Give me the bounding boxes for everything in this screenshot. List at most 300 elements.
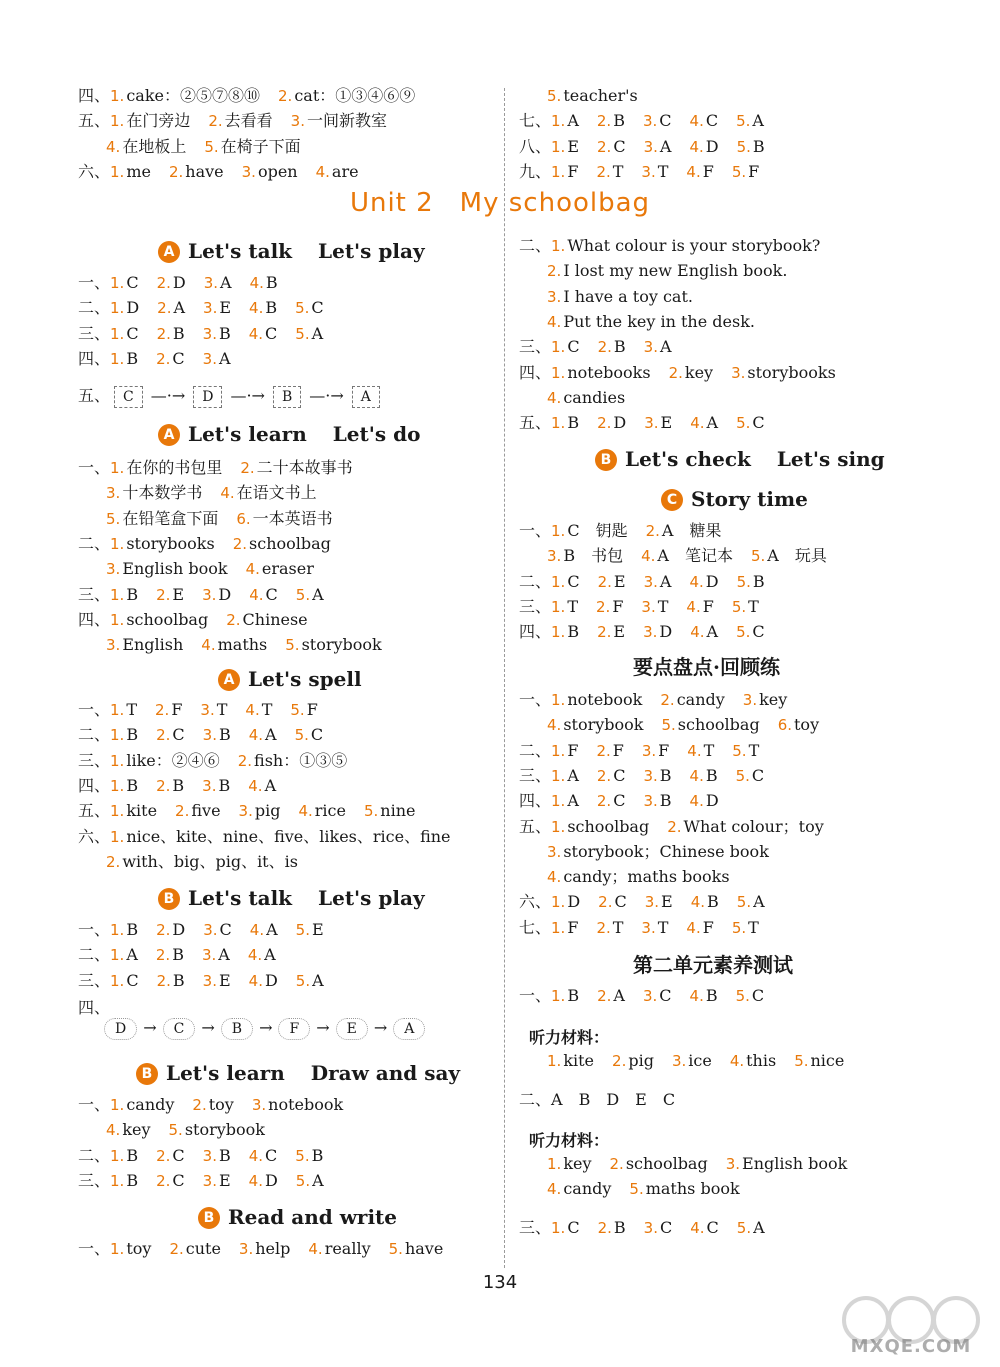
- item-value: A 笔记本: [657, 546, 733, 566]
- item-number: 3.: [547, 547, 562, 566]
- answer-item: [551, 791, 579, 810]
- answer-line: [519, 815, 842, 839]
- item-number: 4.: [689, 137, 704, 156]
- item-number: 5.: [295, 921, 310, 939]
- answer-line: [78, 322, 341, 346]
- question-label: 三、: [78, 1170, 111, 1190]
- answer-item: [641, 918, 668, 937]
- item-number: 4.: [729, 1052, 745, 1070]
- answer-line: [519, 135, 783, 159]
- answer-item: [551, 690, 642, 709]
- item-number: 5.: [106, 509, 121, 528]
- item-number: 3.: [202, 1146, 217, 1165]
- answer-item: [204, 137, 300, 156]
- item-value: B: [126, 1170, 139, 1190]
- section-a-spell-heading: [218, 664, 362, 694]
- item-number: 5.: [285, 636, 300, 655]
- answer-item: [238, 751, 348, 770]
- answer-item: [106, 1120, 151, 1139]
- item-value: B: [613, 1218, 626, 1237]
- item-value: ice: [688, 1051, 712, 1070]
- item-number: 3.: [106, 636, 121, 655]
- item-value: A: [220, 273, 232, 292]
- answer-item: [551, 521, 628, 540]
- answer-line: [78, 799, 434, 823]
- answer-item: [249, 1146, 278, 1165]
- item-value: F: [567, 740, 579, 760]
- answer-line: [78, 271, 296, 295]
- answer-item: [220, 483, 316, 502]
- answer-item: [551, 766, 579, 785]
- item-number: 4.: [689, 792, 704, 811]
- answer-item: [551, 918, 578, 937]
- item-value: C: [751, 986, 765, 1005]
- item-number: 5.: [295, 1171, 311, 1190]
- answer-item: [643, 791, 671, 810]
- answer-box: D: [193, 386, 222, 408]
- answer-item: [200, 700, 227, 719]
- item-number: 3.: [202, 585, 217, 604]
- answer-line: [78, 583, 342, 607]
- question-label: 八、: [519, 136, 552, 156]
- answer-item: [612, 1051, 654, 1070]
- item-value: C: [752, 413, 765, 433]
- question-label: 二、: [519, 740, 552, 760]
- item-number: 5.: [736, 137, 751, 156]
- answer-item: [690, 986, 718, 1005]
- answer-item: [610, 1154, 708, 1173]
- answer-item: [736, 111, 764, 130]
- item-value: 在铅笔盒下面: [122, 508, 219, 528]
- item-value: B: [218, 1145, 231, 1165]
- item-number: 2.: [596, 918, 611, 937]
- item-value: F: [748, 161, 760, 181]
- item-value: open: [257, 161, 298, 181]
- item-value: storybooks: [747, 362, 836, 382]
- answer-item: [169, 162, 224, 181]
- answer-item: [547, 287, 693, 306]
- item-number: 1.: [110, 701, 125, 719]
- answer-line: [519, 713, 837, 737]
- answer-item: [110, 751, 220, 770]
- answer-item: [157, 971, 185, 990]
- item-number: 5.: [794, 1052, 809, 1070]
- item-value: B: [126, 725, 139, 745]
- answer-item: [551, 597, 578, 616]
- answer-item: [203, 971, 231, 990]
- item-number: 2.: [660, 691, 675, 709]
- item-number: 5.: [732, 741, 747, 760]
- answer-line: [78, 1118, 283, 1142]
- answer-item: [248, 945, 276, 964]
- item-value: E: [567, 136, 580, 156]
- question-label: 一、: [519, 986, 552, 1005]
- section-c-story-heading: [661, 484, 808, 514]
- answer-item: [547, 388, 625, 407]
- question-label: 二、: [519, 236, 552, 255]
- question-label: 四、: [78, 609, 111, 629]
- item-value: Put the key in the desk.: [563, 311, 755, 331]
- answer-line: [519, 386, 643, 410]
- item-number: 4.: [248, 726, 264, 745]
- item-number: 2.: [156, 971, 171, 990]
- answer-line: [78, 160, 377, 184]
- answer-item: [551, 817, 649, 836]
- item-number: 2.: [168, 162, 184, 181]
- item-value: pig: [254, 801, 281, 821]
- item-number: 1.: [110, 1146, 125, 1165]
- answer-item: [291, 111, 387, 130]
- answer-line: [78, 969, 342, 993]
- answer-line: [519, 984, 782, 1008]
- answer-item: [737, 572, 765, 591]
- item-number: 1.: [110, 112, 125, 131]
- item-value: T: [612, 161, 624, 181]
- answer-item: [736, 413, 765, 432]
- item-value: F: [702, 161, 714, 181]
- answer-item: [249, 725, 277, 744]
- item-number: 1.: [110, 610, 125, 629]
- item-value: this: [746, 1051, 777, 1070]
- item-number: 4.: [249, 921, 265, 939]
- answer-item: [732, 597, 759, 616]
- answer-item: [192, 1095, 233, 1114]
- answer-item: [597, 986, 625, 1005]
- item-number: 1.: [110, 921, 125, 939]
- answer-item: [643, 111, 672, 130]
- answer-line: [519, 84, 656, 108]
- item-number: 2.: [156, 274, 171, 292]
- item-number: 3.: [238, 802, 253, 821]
- answer-item: [547, 1154, 592, 1173]
- item-number: 4.: [249, 299, 264, 318]
- item-value: B: [752, 571, 765, 591]
- item-value: storybook: [301, 635, 382, 655]
- item-number: 3.: [203, 299, 218, 318]
- item-value: D: [264, 1170, 278, 1190]
- item-value: C: [705, 111, 719, 131]
- item-value: A: [264, 775, 277, 795]
- item-number: 5.: [294, 726, 309, 745]
- answer-item: [110, 111, 190, 130]
- answer-item: [110, 700, 137, 719]
- answer-item: [296, 1171, 324, 1190]
- answer-item: [690, 622, 718, 641]
- answer-line: [78, 1093, 361, 1117]
- answer-item: [660, 690, 724, 709]
- answer-item: [203, 349, 231, 368]
- answer-item: [646, 521, 722, 540]
- item-number: 2.: [596, 112, 612, 131]
- item-number: 2.: [169, 1240, 184, 1258]
- answer-item: [156, 1171, 185, 1190]
- answer-item: [110, 324, 139, 343]
- item-value: A: [706, 622, 719, 642]
- item-value: fish：①③⑤: [254, 750, 348, 770]
- answer-oval: F: [278, 1018, 310, 1040]
- question-label: 五、: [519, 413, 552, 433]
- answer-line: [519, 1177, 758, 1201]
- item-value: F: [567, 161, 579, 181]
- item-value: T: [703, 740, 715, 760]
- answer-item: [686, 162, 713, 181]
- item-value: help: [255, 1239, 291, 1258]
- item-number: 2.: [597, 572, 612, 591]
- answer-item: [551, 137, 579, 156]
- item-value: 十本数学书: [122, 483, 203, 503]
- item-value: C: [613, 765, 626, 785]
- answer-item: [736, 766, 765, 785]
- question-label: 三、: [519, 596, 552, 616]
- answer-line: [78, 456, 371, 480]
- answer-item: [110, 86, 260, 105]
- answer-item: [596, 597, 623, 616]
- answer-item: [110, 273, 139, 292]
- item-value: B 书包: [563, 546, 624, 566]
- answer-item: [547, 312, 755, 331]
- answer-item: [296, 920, 324, 939]
- item-value: five: [191, 801, 221, 821]
- answer-line: [519, 789, 737, 813]
- answer-item: [731, 363, 836, 382]
- item-number: 3.: [641, 597, 656, 616]
- answer-item: [156, 349, 185, 368]
- section-title: Let's spell: [248, 667, 362, 691]
- item-number: 2.: [596, 597, 611, 616]
- item-value: A: [706, 413, 719, 433]
- answer-item: [551, 236, 820, 255]
- item-value: D: [613, 413, 627, 433]
- item-value: C: [172, 725, 185, 745]
- arrow-icon: —·→: [309, 386, 344, 405]
- item-number: 3.: [201, 946, 217, 965]
- answer-item: [690, 111, 719, 130]
- item-value: are: [331, 161, 359, 181]
- question-label: 一、: [78, 1095, 111, 1114]
- question-label: 四、: [78, 86, 111, 105]
- question-label: 四、: [78, 348, 111, 368]
- item-value: notebook: [268, 1095, 344, 1114]
- matching-sequence: [78, 384, 384, 408]
- item-number: 5.: [295, 971, 311, 990]
- answer-item: [641, 546, 733, 565]
- item-number: 1.: [110, 585, 125, 604]
- section-subtitle: Let's play: [318, 886, 425, 910]
- item-number: 3.: [547, 842, 562, 861]
- item-number: 1.: [551, 918, 566, 937]
- answer-item: [295, 725, 324, 744]
- item-value: kite: [126, 801, 158, 821]
- item-number: 2.: [597, 414, 612, 433]
- answer-item: [643, 766, 671, 785]
- item-value: C: [614, 892, 627, 912]
- section-b-learn-heading: [136, 1058, 460, 1088]
- item-number: 4.: [689, 766, 704, 785]
- answer-item: [239, 1239, 290, 1258]
- item-value: storybooks: [126, 533, 215, 553]
- answer-item: [597, 791, 626, 810]
- answer-item: [644, 572, 672, 591]
- answer-item: [203, 324, 231, 343]
- item-number: 4.: [248, 324, 264, 343]
- item-value: me: [126, 161, 151, 181]
- item-number: 4.: [248, 971, 263, 990]
- item-number: 2.: [597, 338, 612, 357]
- item-number: 4.: [686, 918, 701, 937]
- answer-item: [547, 842, 769, 861]
- answer-item: [110, 920, 138, 939]
- item-value: candy: [126, 1095, 175, 1114]
- answer-item: [691, 892, 719, 911]
- item-number: 3.: [202, 324, 217, 343]
- item-value: F: [306, 700, 318, 719]
- answer-item: [737, 137, 765, 156]
- answer-line: [78, 943, 294, 967]
- answer-item: [285, 635, 381, 654]
- item-number: 6.: [777, 716, 792, 735]
- answer-item: [641, 162, 668, 181]
- item-value: T: [612, 917, 624, 937]
- question-label: 七、: [519, 917, 552, 937]
- answer-item: [233, 534, 331, 553]
- item-value: Chinese: [242, 609, 308, 629]
- question-label: 四、: [519, 622, 552, 642]
- item-value: like：②④⑥: [126, 750, 220, 770]
- item-number: 3.: [547, 287, 562, 306]
- item-number: 3.: [643, 338, 658, 357]
- answer-item: [597, 111, 625, 130]
- item-value: T: [657, 161, 669, 181]
- item-value: F: [702, 917, 714, 937]
- item-number: 2.: [156, 776, 171, 795]
- question-label: 三、: [519, 337, 552, 357]
- item-number: 3.: [202, 1171, 217, 1190]
- item-value: with、big、pig、it、is: [122, 851, 298, 871]
- item-value: C: [311, 298, 324, 318]
- item-value: toy: [126, 1239, 152, 1258]
- answer-item: [743, 690, 788, 709]
- item-value: A: [311, 323, 324, 343]
- arrow-icon: →: [373, 1018, 388, 1037]
- answer-item: [249, 1171, 278, 1190]
- item-value: B: [126, 775, 139, 795]
- item-value: really: [324, 1239, 371, 1258]
- item-value: A 玩具: [767, 546, 827, 566]
- item-value: A: [659, 571, 672, 591]
- item-number: 2.: [547, 262, 562, 281]
- item-value: A: [264, 945, 276, 965]
- item-value: 在你的书包里: [126, 458, 223, 477]
- item-number: 2.: [106, 852, 121, 871]
- item-value: C: [310, 725, 324, 745]
- item-value: B: [126, 348, 139, 368]
- question-label: 三、: [519, 1218, 552, 1237]
- item-number: 4.: [690, 893, 706, 912]
- item-value: B: [172, 775, 185, 795]
- item-number: 4.: [308, 1240, 323, 1258]
- question-label: 四、: [519, 791, 552, 811]
- answer-item: [732, 918, 759, 937]
- answer-item: [295, 298, 324, 317]
- answer-item: [732, 741, 759, 760]
- item-value: toy: [794, 715, 820, 735]
- item-number: 5.: [736, 112, 751, 131]
- answer-item: [736, 986, 765, 1005]
- answer-item: [551, 1218, 580, 1237]
- item-value: C: [751, 765, 765, 785]
- answer-item: [597, 766, 626, 785]
- section-subtitle: Let's do: [332, 422, 421, 446]
- answer-item: [778, 715, 819, 734]
- item-value: D: [659, 622, 673, 642]
- answer-line: [78, 296, 342, 320]
- item-number: 5.: [295, 324, 310, 343]
- question-label: 三、: [78, 750, 111, 770]
- item-number: 4.: [106, 137, 121, 156]
- item-number: 1.: [110, 274, 125, 292]
- answer-item: [249, 585, 278, 604]
- item-value: B: [172, 945, 184, 965]
- section-badge-icon: B: [198, 1207, 220, 1229]
- answer-item: [110, 610, 208, 629]
- item-number: 4.: [547, 868, 562, 887]
- question-label: 五、: [78, 111, 111, 131]
- item-value: 一本英语书: [252, 508, 333, 528]
- answer-line: [519, 411, 783, 435]
- item-number: 2.: [596, 162, 611, 181]
- item-value: E: [661, 892, 673, 912]
- item-value: B: [659, 791, 672, 811]
- item-number: 4.: [298, 802, 313, 821]
- item-number: 4.: [689, 112, 704, 131]
- answer-item: [672, 1051, 712, 1070]
- item-number: 2.: [612, 1052, 627, 1070]
- item-number: 1.: [551, 691, 566, 709]
- answer-item: [110, 1239, 151, 1258]
- item-value: A: [753, 1218, 765, 1237]
- answer-line: [519, 335, 690, 359]
- item-number: 4.: [248, 1171, 263, 1190]
- answer-line: [519, 739, 777, 763]
- section-a-talk-heading: [158, 236, 425, 266]
- item-number: 3.: [731, 363, 746, 382]
- answer-item: [157, 273, 186, 292]
- item-number: 2.: [668, 363, 683, 382]
- arrow-icon: —·→: [150, 386, 186, 405]
- item-value: B: [172, 323, 185, 343]
- answer-item: [597, 137, 626, 156]
- question-label: 五、: [78, 801, 111, 821]
- item-value: B: [567, 622, 580, 642]
- answer-line: [78, 774, 294, 798]
- item-value: candies: [563, 387, 626, 407]
- answer-line: [519, 570, 783, 594]
- item-number: 5.: [736, 623, 751, 642]
- answer-item: [110, 349, 138, 368]
- item-value: T: [657, 917, 669, 937]
- item-value: A: [567, 765, 579, 785]
- ordering-sequence: [102, 1016, 427, 1040]
- answer-item: [547, 86, 638, 105]
- item-value: A: [312, 1170, 324, 1190]
- item-number: 1.: [551, 817, 566, 836]
- item-number: 3.: [203, 921, 218, 939]
- answer-item: [248, 776, 276, 795]
- section-title: Let's check: [625, 447, 751, 471]
- answer-item: [644, 337, 672, 356]
- item-value: I lost my new English book.: [563, 261, 788, 281]
- answer-item: [202, 945, 230, 964]
